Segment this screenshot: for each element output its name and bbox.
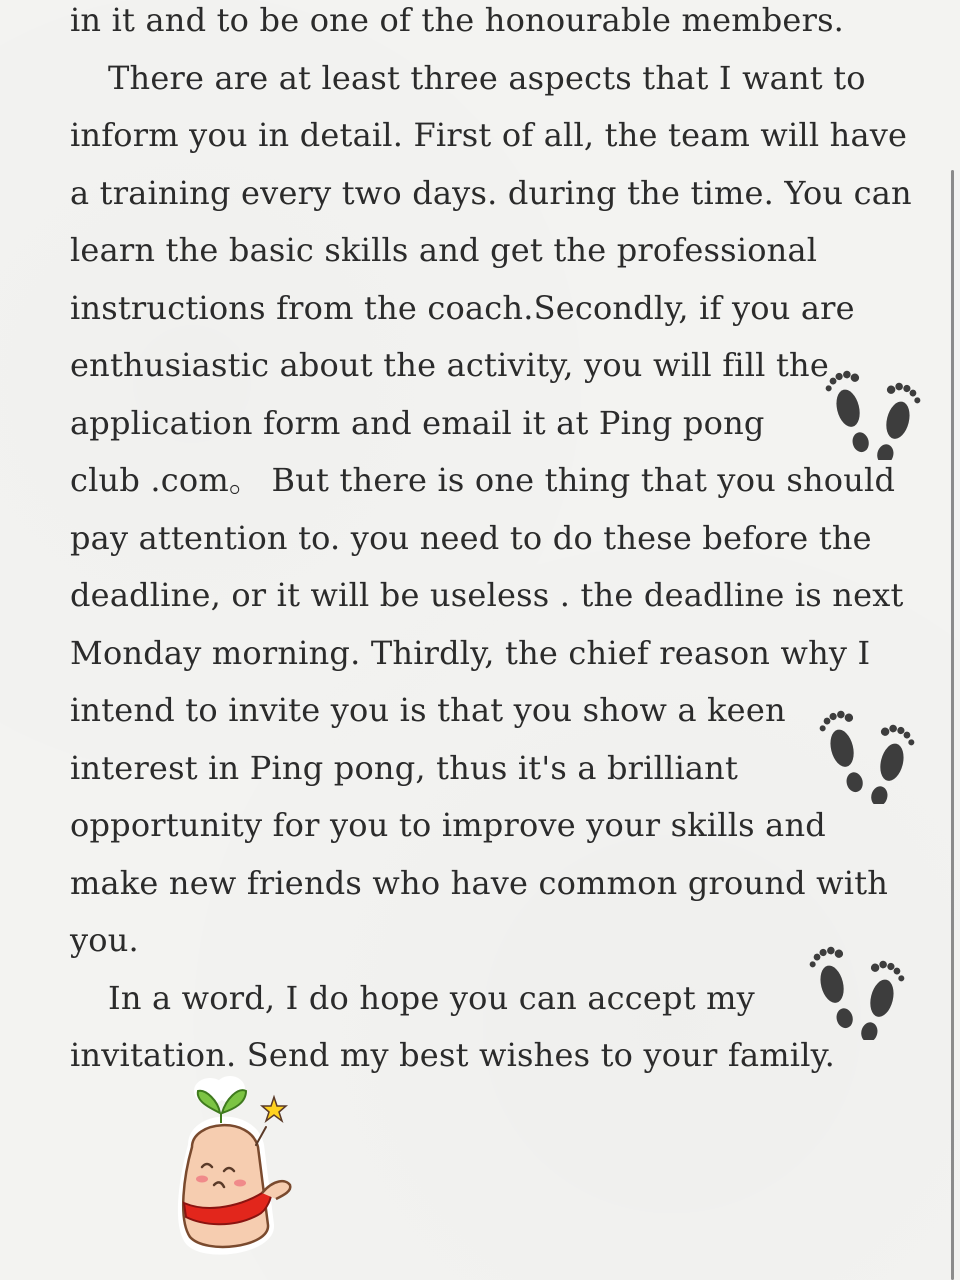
footprints-icon [806, 940, 906, 1040]
text-line: make new friends who have common ground with [70, 863, 889, 902]
paragraph-start-line: There are at least three aspects that I want to [108, 58, 866, 97]
text-line: inform you in detail. First of all, the team will have [70, 116, 908, 154]
text-line: club .com。 But there is one thing that you should [70, 461, 896, 499]
text-line: you. [70, 921, 139, 959]
text-line: a training every two days. during the time. You can [70, 173, 912, 212]
text-line: intend to invite you is that you show a keen [70, 691, 786, 729]
text-line: deadline, or it will be useless . the deadline is next [70, 576, 904, 614]
sprout-mascot-icon [162, 1075, 302, 1265]
text-line: Monday morning. Thirdly, the chief reason why I [70, 633, 871, 672]
text-line: invitation. Send my best wishes to your family. [70, 1036, 836, 1074]
letter-body [70, 0, 912, 1085]
text-line: enthusiastic about the activity, you will fill the [70, 346, 829, 384]
scrollbar[interactable] [951, 170, 954, 1280]
paragraph-start-line: In a word, I do hope you can accept my [108, 978, 755, 1017]
text-line: in it and to be one of the honourable members. [70, 1, 845, 39]
text-line: application form and email it at Ping pong [70, 403, 765, 442]
text-line: instructions from the coach.Secondly, if you are [70, 288, 855, 327]
text-line: pay attention to. you need to do these before the [70, 518, 872, 557]
footprints-icon [816, 704, 916, 804]
text-line: learn the basic skills and get the professional [70, 231, 818, 269]
footprints-icon [822, 360, 922, 460]
text-line: interest in Ping pong, thus it's a brilliant [70, 748, 739, 787]
text-line: opportunity for you to improve your skills and [70, 806, 826, 844]
